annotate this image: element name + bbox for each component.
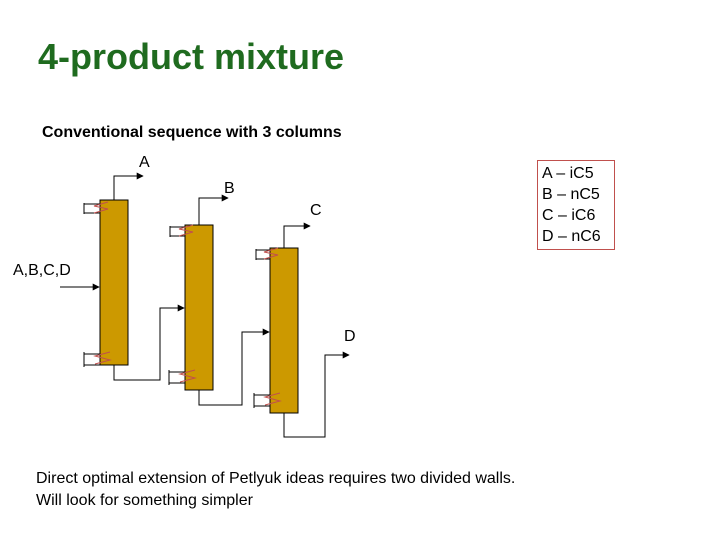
slide-note: [36, 468, 515, 512]
note-line-1: Direct optimal extension of Petlyuk ideas requires two divided walls.: [36, 470, 516, 487]
legend-item-c: C – iC6: [542, 207, 596, 224]
legend-item-b: B – nC5: [542, 186, 600, 203]
component-legend: [537, 160, 615, 250]
product-c-line: [284, 226, 310, 248]
column-3: [270, 248, 298, 413]
slide-subtitle: Conventional sequence with 3 columns: [42, 124, 342, 141]
slide-title: 4-product mixture: [38, 36, 345, 77]
product-b-label: B: [224, 180, 235, 197]
legend-item-a: A – iC5: [542, 165, 594, 182]
legend-item-d: D – nC6: [542, 228, 601, 245]
feed-label: A,B,C,D: [13, 262, 71, 279]
product-a-label: A: [139, 154, 150, 171]
product-a-line: [114, 176, 143, 200]
column-1: [100, 200, 128, 365]
product-c-label: C: [310, 202, 322, 219]
note-line-2: Will look for something simpler: [36, 492, 253, 509]
column-2: [185, 225, 213, 390]
product-b-line: [199, 198, 228, 225]
product-d-label: D: [344, 328, 356, 345]
